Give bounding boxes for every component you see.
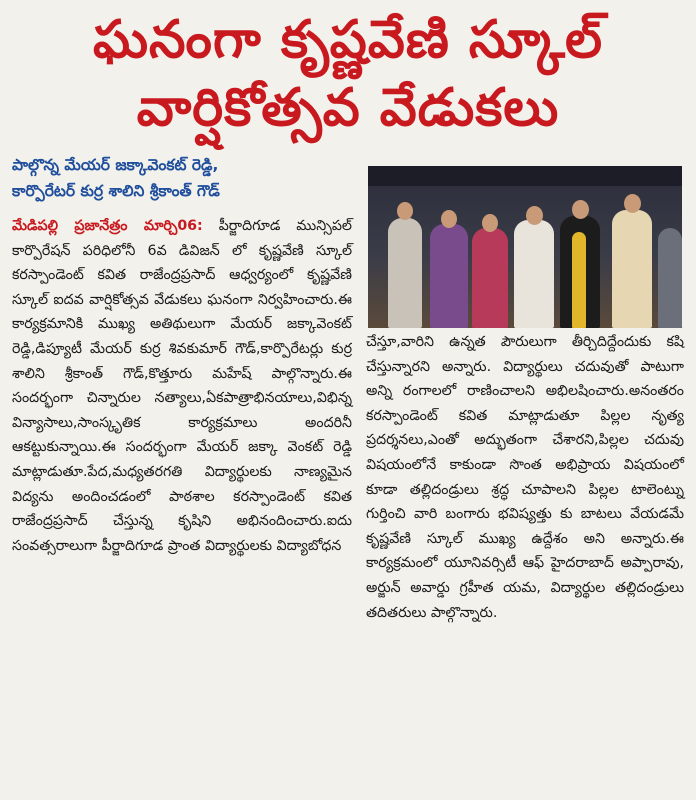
guest-figure [472, 228, 508, 328]
headline-line-1: ఘనంగా కృష్ణవేణి స్కూల్ [92, 10, 603, 70]
academic-stole [572, 232, 586, 328]
stage-banner [368, 166, 682, 186]
guest-head [526, 206, 543, 225]
guest-head [441, 210, 457, 228]
headline-line-2: వార్షికోత్సవ వేడుకలు [136, 78, 560, 138]
article-text-right: చేస్తూ,వారిని ఉన్నత పౌరులుగా తీర్చిదిద్దేందుకు కషి చేస్తున్నారని అన్నారు. విద్యార్థులు చదువుతో పాటుగా అన్ని రంగాలలో రాణించాలని అభిలషించారు.అనంతరం కరస్పాండెంట్ కవిత మాట్లాడుతూ పిల్లల నృత్య ప్రదర్శనలు,ఎంతో అద్భుతంగా చేశారని,పిల్లల చదువు విషయంలోనే కాకుండా సొంత అభిప్రాయ విషయంలో కూడా తల్లిదండ్రులు శ్రద్ధ చూపాలని పిల్లల టాలెంట్ను గుర్తించి వారి బంగారు భవిష్యత్తు కు బాటలు వేయడమే కృష్ణవేణి స్కూల్ ముఖ్య ఉద్దేశం అని అన్నారు.ఈ కార్యక్రమంలో యూనివర్సిటీ ఆఫ్ హైదరాబాద్ అప్పారావు, అర్జున్ అవార్డు గ్రహీత యమ, విద్యార్థుల తల్లిదండ్రులు తదితరులు పాల్గొన్నారు. [366, 334, 684, 621]
guest-figure [612, 210, 652, 328]
guest-figure [430, 224, 468, 328]
guest-figure [658, 228, 682, 328]
guest-head [624, 194, 641, 213]
dateline: మేడిపల్లి ప్రజానేత్రం మార్చి06: [12, 218, 203, 234]
subhead-line-1: పాల్గొన్న మేయర్ జక్కావెంకట్ రెడ్డి, [12, 156, 219, 174]
guest-head [482, 214, 498, 232]
guest-figure [514, 220, 554, 328]
guest-head [397, 202, 413, 220]
guest-figure [388, 218, 422, 328]
article-column-right [366, 330, 684, 625]
article-column-left [12, 214, 352, 558]
subhead-line-2: కార్పొరేటర్ కుర్ర శాలిని శ్రీకాంత్ గౌడ్ [12, 182, 220, 200]
guest-head [572, 200, 589, 219]
event-photo [368, 166, 682, 328]
article-text-left: పీర్జాదిగూడ మున్సిపల్ కార్పొరేషన్ పరిధిలోనీ 6వ డివిజన్ లో కృష్ణవేణి స్కూల్ కరస్పాండెంట్ కవిత రాజేంద్రప్రసాద్ ఆధ్వర్యంలో కృష్ణవేణి స్కూల్ ఐదవ వార్షికోత్సవ వేడుకలు ఘనంగా నిర్వహించారు.ఈ కార్యక్రమానికి ముఖ్య అతిథులుగా మేయర్ జక్కావెంకట్ రెడ్డి,డిప్యూటీ మేయర్ కుర్ర శివకుమార్ గౌడ్,కార్పొరేటర్లు కుర్ర శాలిని శ్రీకాంత్ గౌడ్,కొత్తూరు మహేష్ పాల్గొన్నారు.ఈ సందర్భంగా చిన్నారుల నత్యాలు,ఏకపాత్రాభినయాలు,విభిన్న విన్యాసాలు,సాంస్కృతిక కార్యక్రమాలు అందరినీ ఆకట్టుకున్నాయి.ఈ సందర్భంగా మేయర్ జక్కా వెంకట్ రెడ్డి మాట్లాడుతూ.పేద,మధ్యతరగతి విద్యార్థులకు నాణ్యమైన విద్యను అందించడంలో పాఠశాల కరస్పాండెంట్ కవిత రాజేంద్రప్రసాద్ చేస్తున్న కృషిని అభినందించారు.ఐదు సంవత్సరాలుగా పీర్జాదిగూడ ప్రాంత విద్యార్థులకు విద్యాబోధన [12, 218, 352, 554]
